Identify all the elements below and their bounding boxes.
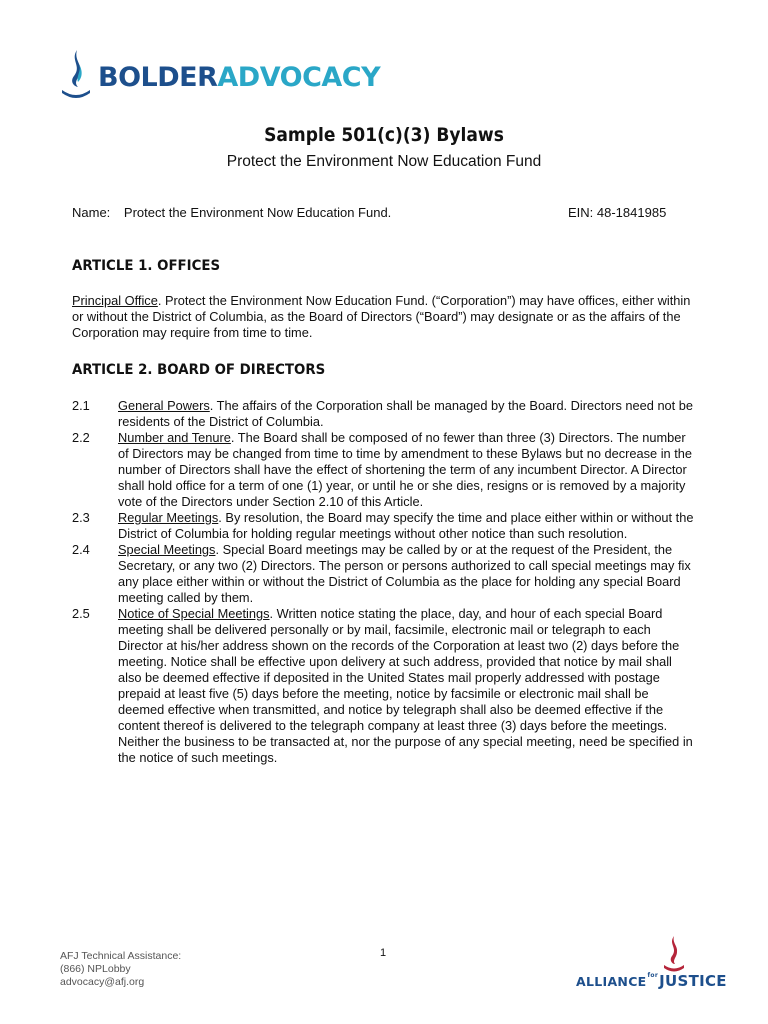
afj-text-justice: JUSTICE: [659, 972, 727, 990]
document-title: Sample 501(c)(3) Bylaws: [264, 124, 504, 146]
page-number: 1: [380, 947, 387, 959]
logo-text-bolder: BOLDER: [98, 61, 218, 93]
ein-number: EIN: 48-1841985: [568, 205, 667, 220]
afj-logo-text: [576, 972, 727, 990]
footer-line-1: AFJ Technical Assistance:: [60, 950, 182, 962]
article-1-paragraph: [72, 293, 696, 341]
principal-office-text: . Protect the Environment Now Education Fund. (“Corporation”) may have offices, either within or without the District of Columbia, as the Board of Directors (“Board”) may designate or as the affairs of the Corporation may require from time to time.: [72, 293, 691, 340]
section-number: 2.5: [72, 606, 90, 621]
section-term: General Powers: [118, 398, 210, 413]
section-item: [72, 606, 698, 766]
footer-contact: [60, 950, 181, 989]
afj-text-alliance: ALLIANCE: [576, 974, 647, 989]
section-body: . The affairs of the Corporation shall be managed by the Board. Directors need not be residents of the District of Columbia.: [118, 398, 694, 429]
flame-icon: [60, 46, 92, 102]
name-value: Protect the Environment Now Education Fund.: [123, 205, 392, 220]
section-term: Number and Tenure: [118, 430, 231, 445]
afj-flame-icon: [662, 934, 686, 972]
section-number: 2.3: [72, 510, 90, 525]
footer-email: advocacy@afj.org: [60, 976, 145, 988]
section-body: . By resolution, the Board may specify the time and place either within or without the District of Columbia for holding regular meetings without other notice than such resolution.: [118, 510, 694, 541]
article-2-sections: [72, 398, 698, 766]
article-1-heading: ARTICLE 1. OFFICES: [72, 258, 221, 274]
section-item: [72, 430, 698, 510]
section-body: . Special Board meetings may be called by or at the request of the President, the Secretary, or any two (2) Directors. The person or persons authorized to call special meetings may fix any place either within or without the District of Columbia as the place for holding any special Board meeting called by them.: [118, 542, 691, 605]
section-item: [72, 510, 698, 542]
footer-line-2: (866) NPLobby: [60, 963, 131, 975]
alliance-for-justice-logo: [576, 934, 727, 994]
principal-office-term: Principal Office: [72, 293, 158, 308]
section-term: Regular Meetings: [118, 510, 219, 525]
name-label: Name:: [72, 205, 111, 220]
section-body: . Written notice stating the place, day, and hour of each special Board meeting shall be delivered personally or by mail, facsimile, electronic mail or telegraph to each Director at his/her address shown on the records of the Corporation at least two (2) days before the meeting. Notice shall be effective upon delivery at such address, provided that notice by mail shall also be deemed effective if deposited in the United States mail properly addressed with postage prepaid at least five (5) days before the meeting, notice by facsimile or electronic mail shall be deemed effective when transmitted, and notice by telegraph shall also be deemed effective if the content thereof is delivered to the telegraph company at least three (3) days before the meetings. Neither the business to be transacted at, nor the purpose of any special meeting, need be specified in the notice of such meetings.: [118, 606, 693, 765]
section-body: . The Board shall be composed of no fewer than three (3) Directors. The number of Directors may be changed from time to time by amendment to these Bylaws but no decrease in the number of Directors shall have the effect of shortening the term of any incumbent Director. A Director shall hold office for a term of one (1) year, or until he or she dies, resigns or is removed by a majority vote of the Directors under Section 2.10 of this Article.: [118, 430, 693, 509]
section-text: [118, 430, 698, 510]
section-item: [72, 542, 698, 606]
section-term: Special Meetings: [118, 542, 216, 557]
section-text: [118, 542, 698, 606]
bolder-advocacy-logo: [60, 44, 380, 104]
logo-text-advocacy: ADVOCACY: [217, 61, 381, 93]
section-number: 2.2: [72, 430, 90, 445]
document-subtitle: Protect the Environment Now Education Fund: [226, 153, 542, 170]
section-term: Notice of Special Meetings: [118, 606, 270, 621]
section-text: [118, 398, 698, 430]
section-number: 2.4: [72, 542, 90, 557]
section-text: [118, 510, 698, 542]
section-number: 2.1: [72, 398, 90, 413]
article-2-heading: ARTICLE 2. BOARD OF DIRECTORS: [72, 362, 326, 378]
section-text: [118, 606, 698, 766]
section-item: [72, 398, 698, 430]
afj-text-for: for: [647, 972, 659, 979]
name-line: [72, 205, 391, 220]
